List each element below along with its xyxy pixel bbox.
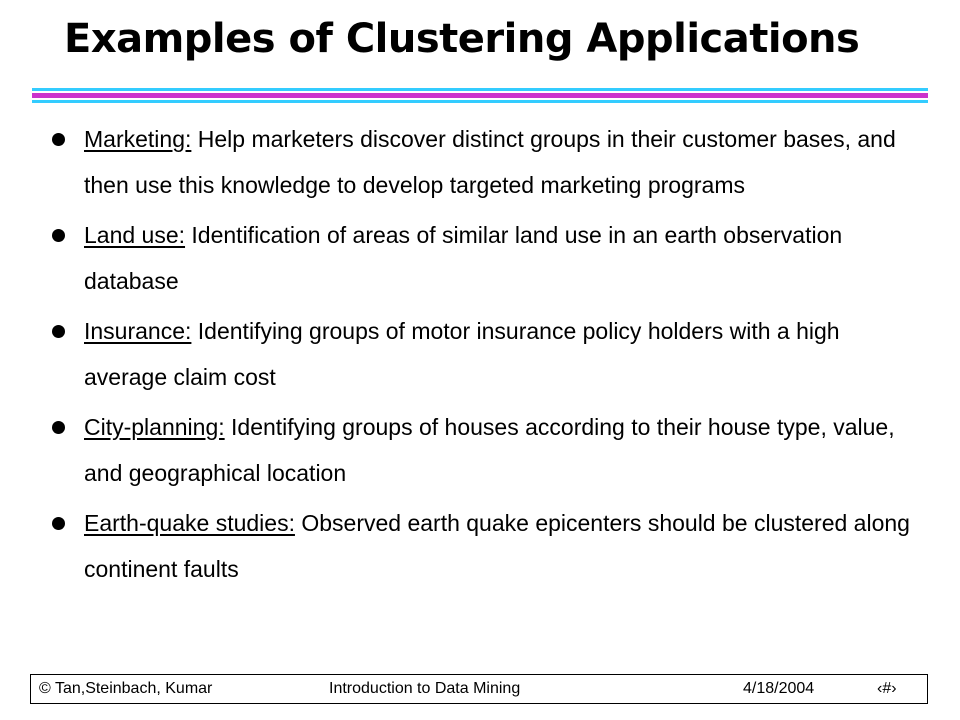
bullet-text: Identification of areas of similar land use in an earth observation database (84, 222, 843, 294)
bullet-text: Help marketers discover distinct groups in their customer bases, and then use this knowledge to develop targeted marketing programs (84, 126, 896, 198)
title-rule-bottom (32, 100, 928, 103)
slide-title: Examples of Clustering Applications (64, 16, 860, 62)
bullet-term: Insurance: (84, 318, 192, 344)
bullet-dot-icon (52, 517, 65, 530)
footer-date: 4/18/2004 (743, 680, 815, 697)
slide-footer (30, 674, 928, 704)
footer-page-number: ‹#› (877, 680, 897, 697)
bullet-item-city-planning (52, 404, 922, 496)
bullet-text: Identifying groups of houses according to their house type, value, and geographical location (84, 414, 895, 486)
bullet-text: Observed earth quake epicenters should be clustered along continent faults (84, 510, 910, 582)
bullet-item-earthquake (52, 500, 922, 592)
title-rule-middle (32, 93, 928, 98)
bullet-term: Earth-quake studies: (84, 510, 295, 536)
bullet-text: Identifying groups of motor insurance policy holders with a high average claim cost (84, 318, 840, 390)
bullet-term: Marketing: (84, 126, 192, 152)
bullet-item-marketing (52, 116, 922, 208)
bullet-dot-icon (52, 133, 65, 146)
bullet-term: City-planning: (84, 414, 225, 440)
bullet-dot-icon (52, 229, 65, 242)
bullet-dot-icon (52, 325, 65, 338)
bullet-list (52, 116, 922, 596)
bullet-dot-icon (52, 421, 65, 434)
title-rule-top (32, 88, 928, 91)
bullet-item-land-use (52, 212, 922, 304)
footer-authors: © Tan,Steinbach, Kumar (39, 680, 213, 697)
bullet-item-insurance (52, 308, 922, 400)
bullet-term: Land use: (84, 222, 186, 248)
footer-course: Introduction to Data Mining (329, 680, 521, 697)
